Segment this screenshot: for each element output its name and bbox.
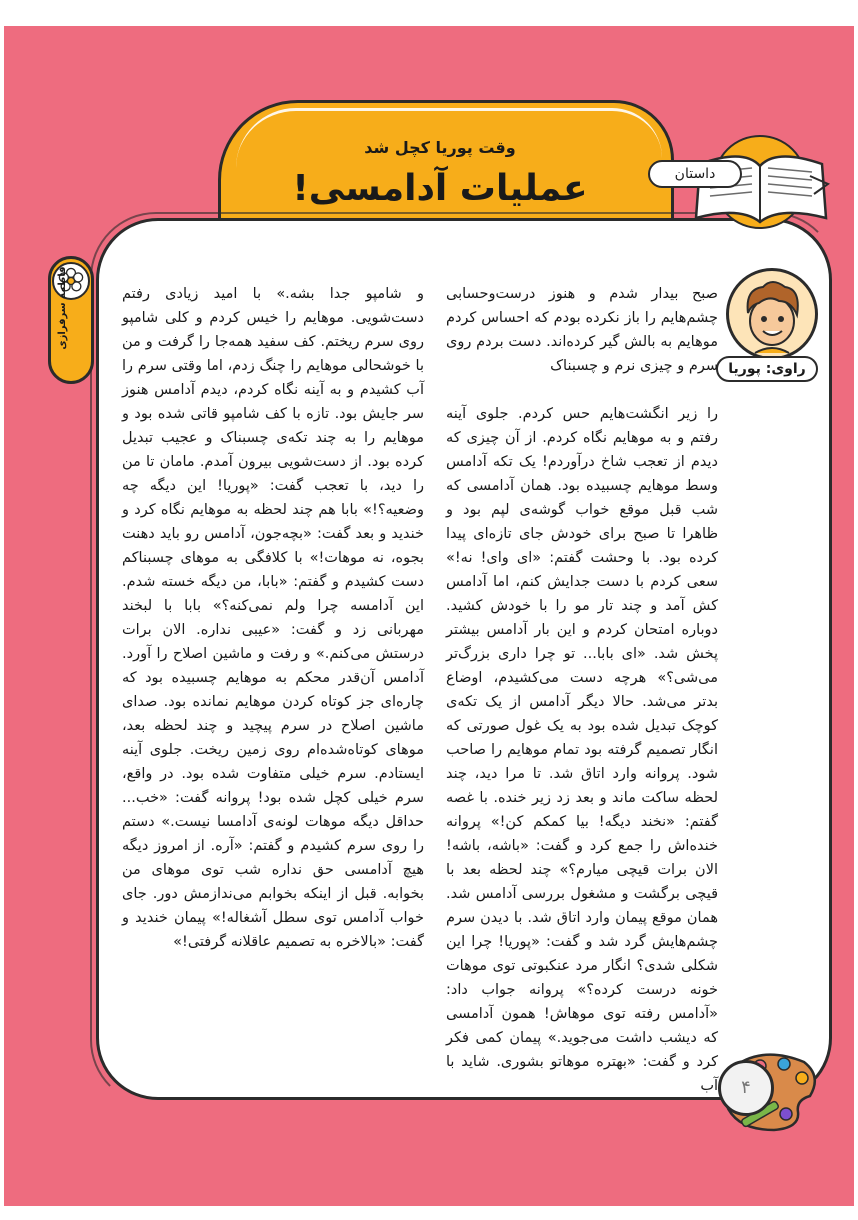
- story-column-right: [446, 402, 718, 1098]
- story-title: عملیات آدامسی!: [292, 168, 588, 209]
- section-label: داستان: [648, 160, 742, 188]
- story-column-left: [122, 282, 424, 954]
- story-paragraph: و شامپو جدا بشه.» با امید زیادی رفتم دست‌شویی. موهایم را خیس کردم و کلی شامپو روی سرم ریختم. کف سفید همه‌جا را گرفت و من با خوشحالی موهایم را چنگ زدم، اما وقتی سرم را آب کشیدم و به آینه نگاه کردم، دیدم آدامس هنوز سر جایش بود. تازه با کف شامپو قاتی شده بود و موهایم را به چند تکه‌ی چسبناک و عجیب تبدیل کرده بود. از دست‌شویی بیرون آمدم. مامان تا من را دید، با تعجب گفت: «پوریا! این دیگه چه وضعیه؟!» بابا هم چند لحظه به موهایم نگاه کرد و خندید و بعد گفت: «بچه‌جون، آدامس رو باید دهنت بجوه، نه موهات!» با کلافگی به موهای چسبناکم دست کشیدم و گفتم: «بابا، من دیگه خسته شدم. این آدامسه چرا ولم نمی‌کنه؟» بابا با لبخند مهربانی زد و گفت: «عیبی نداره. الان برات درستش می‌کنم.» و رفت و ماشین اصلاح را آورد. آدامس آن‌قدر محکم به موهایم چسبیده بود که چاره‌ای جز کوتاه کردن موهایم نمانده بود. صدای ماشین اصلاح در سرم پیچید و چند لحظه بعد، موهای کوتاه‌شده‌ام روی زمین ریخت. جلوی آینه ایستادم. سرم خیلی متفاوت شده بود. در واقع، سرم خیلی کچل شده بود! پروانه گفت: «خب... حداقل دیگه موهات لونه‌ی آدامسا نیست.» دستم را روی سرم کشیدم و گفتم: «آره. از امروز دیگه هیچ آدامسی حق نداره شب توی موهای من بخوابه. قبل از اینکه بخوابم می‌ندازمش دور. جای خواب آدامس توی سطل آشغاله!» پیمان خندید و گفت: «بالاخره به تصمیم عاقلانه گرفتی!»: [122, 286, 424, 950]
- story-column-right-top: [446, 282, 718, 378]
- story-paragraph: صبح بیدار شدم و هنوز درست‌وحسابی چشم‌هایم را باز نکرده بودم که احساس کردم موهایم به بالش گیر کرده‌اند. دست بردم روی سرم و چیزی نرم و چسبناک: [446, 286, 718, 374]
- page-number: ۴: [718, 1060, 774, 1116]
- narrator-avatar: [726, 268, 818, 360]
- story-paragraph: را زیر انگشت‌هایم حس کردم. جلوی آینه رفتم و به موهایم نگاه کردم. از آن چیزی که دیدم از تعجب شاخ درآوردم! یک تکه آدامس وسط موهایم چسبیده بود. همان آدامسی که شب قبل موقع خواب گوشه‌ی لپم بود و ظاهرا تا صبح برای خودش جای تازه‌ای پیدا کرده بود. با وحشت گفتم: «ای وای! نه!» سعی کردم با دست جدایش کنم، اما آدامس کش آمد و چند تار مو را با خودش کشید. دوباره امتحان کردم و این بار آدامس بیشتر پخش شد. «ای بابا... تو چرا داری بزرگ‌تر می‌شی؟» هرچه دست می‌کشیدم، اوضاع بدتر می‌شد. حالا دیگر آدامس از یک تکه‌ی کوچک تبدیل شده بود به یک غول صورتی که انگار تصمیم گرفته بود تمام موهایم را صاحب شود. پروانه وارد اتاق شد. تا مرا دید، چند لحظه ساکت ماند و بعد زد زیر خنده. با غصه گفتم: «نخند دیگه! بیا کمکم کن!» پروانه خنده‌اش را جمع کرد و گفت: «باشه، باشه! الان برات قیچی میارم؟» چند لحظه بعد با قیچی برگشت و مشغول بررسی آدامس شد. همان موقع پیمان وارد اتاق شد. با دیدن سرم چشم‌هایش گرد شد و گفت: «پوریا! چرا این شکلی شدی؟ انگار مرد عنکبوتی توی موهات خونه درست کرده؟» پروانه جواب داد: «آدامس رفته توی موهاش! همون آدامسی که دیشب داشت می‌جوید.» پیمان کمی فکر کرد و گفت: «بهتره موهاتو بشوری. شاید با آب: [446, 406, 718, 1094]
- narrator-label: راوی: پوریا: [716, 356, 818, 382]
- boy-face-icon: [729, 271, 815, 357]
- story-subtitle: وقت پوریا کچل شد: [364, 138, 516, 157]
- author-name: فاطمه سرفرازی: [57, 266, 68, 350]
